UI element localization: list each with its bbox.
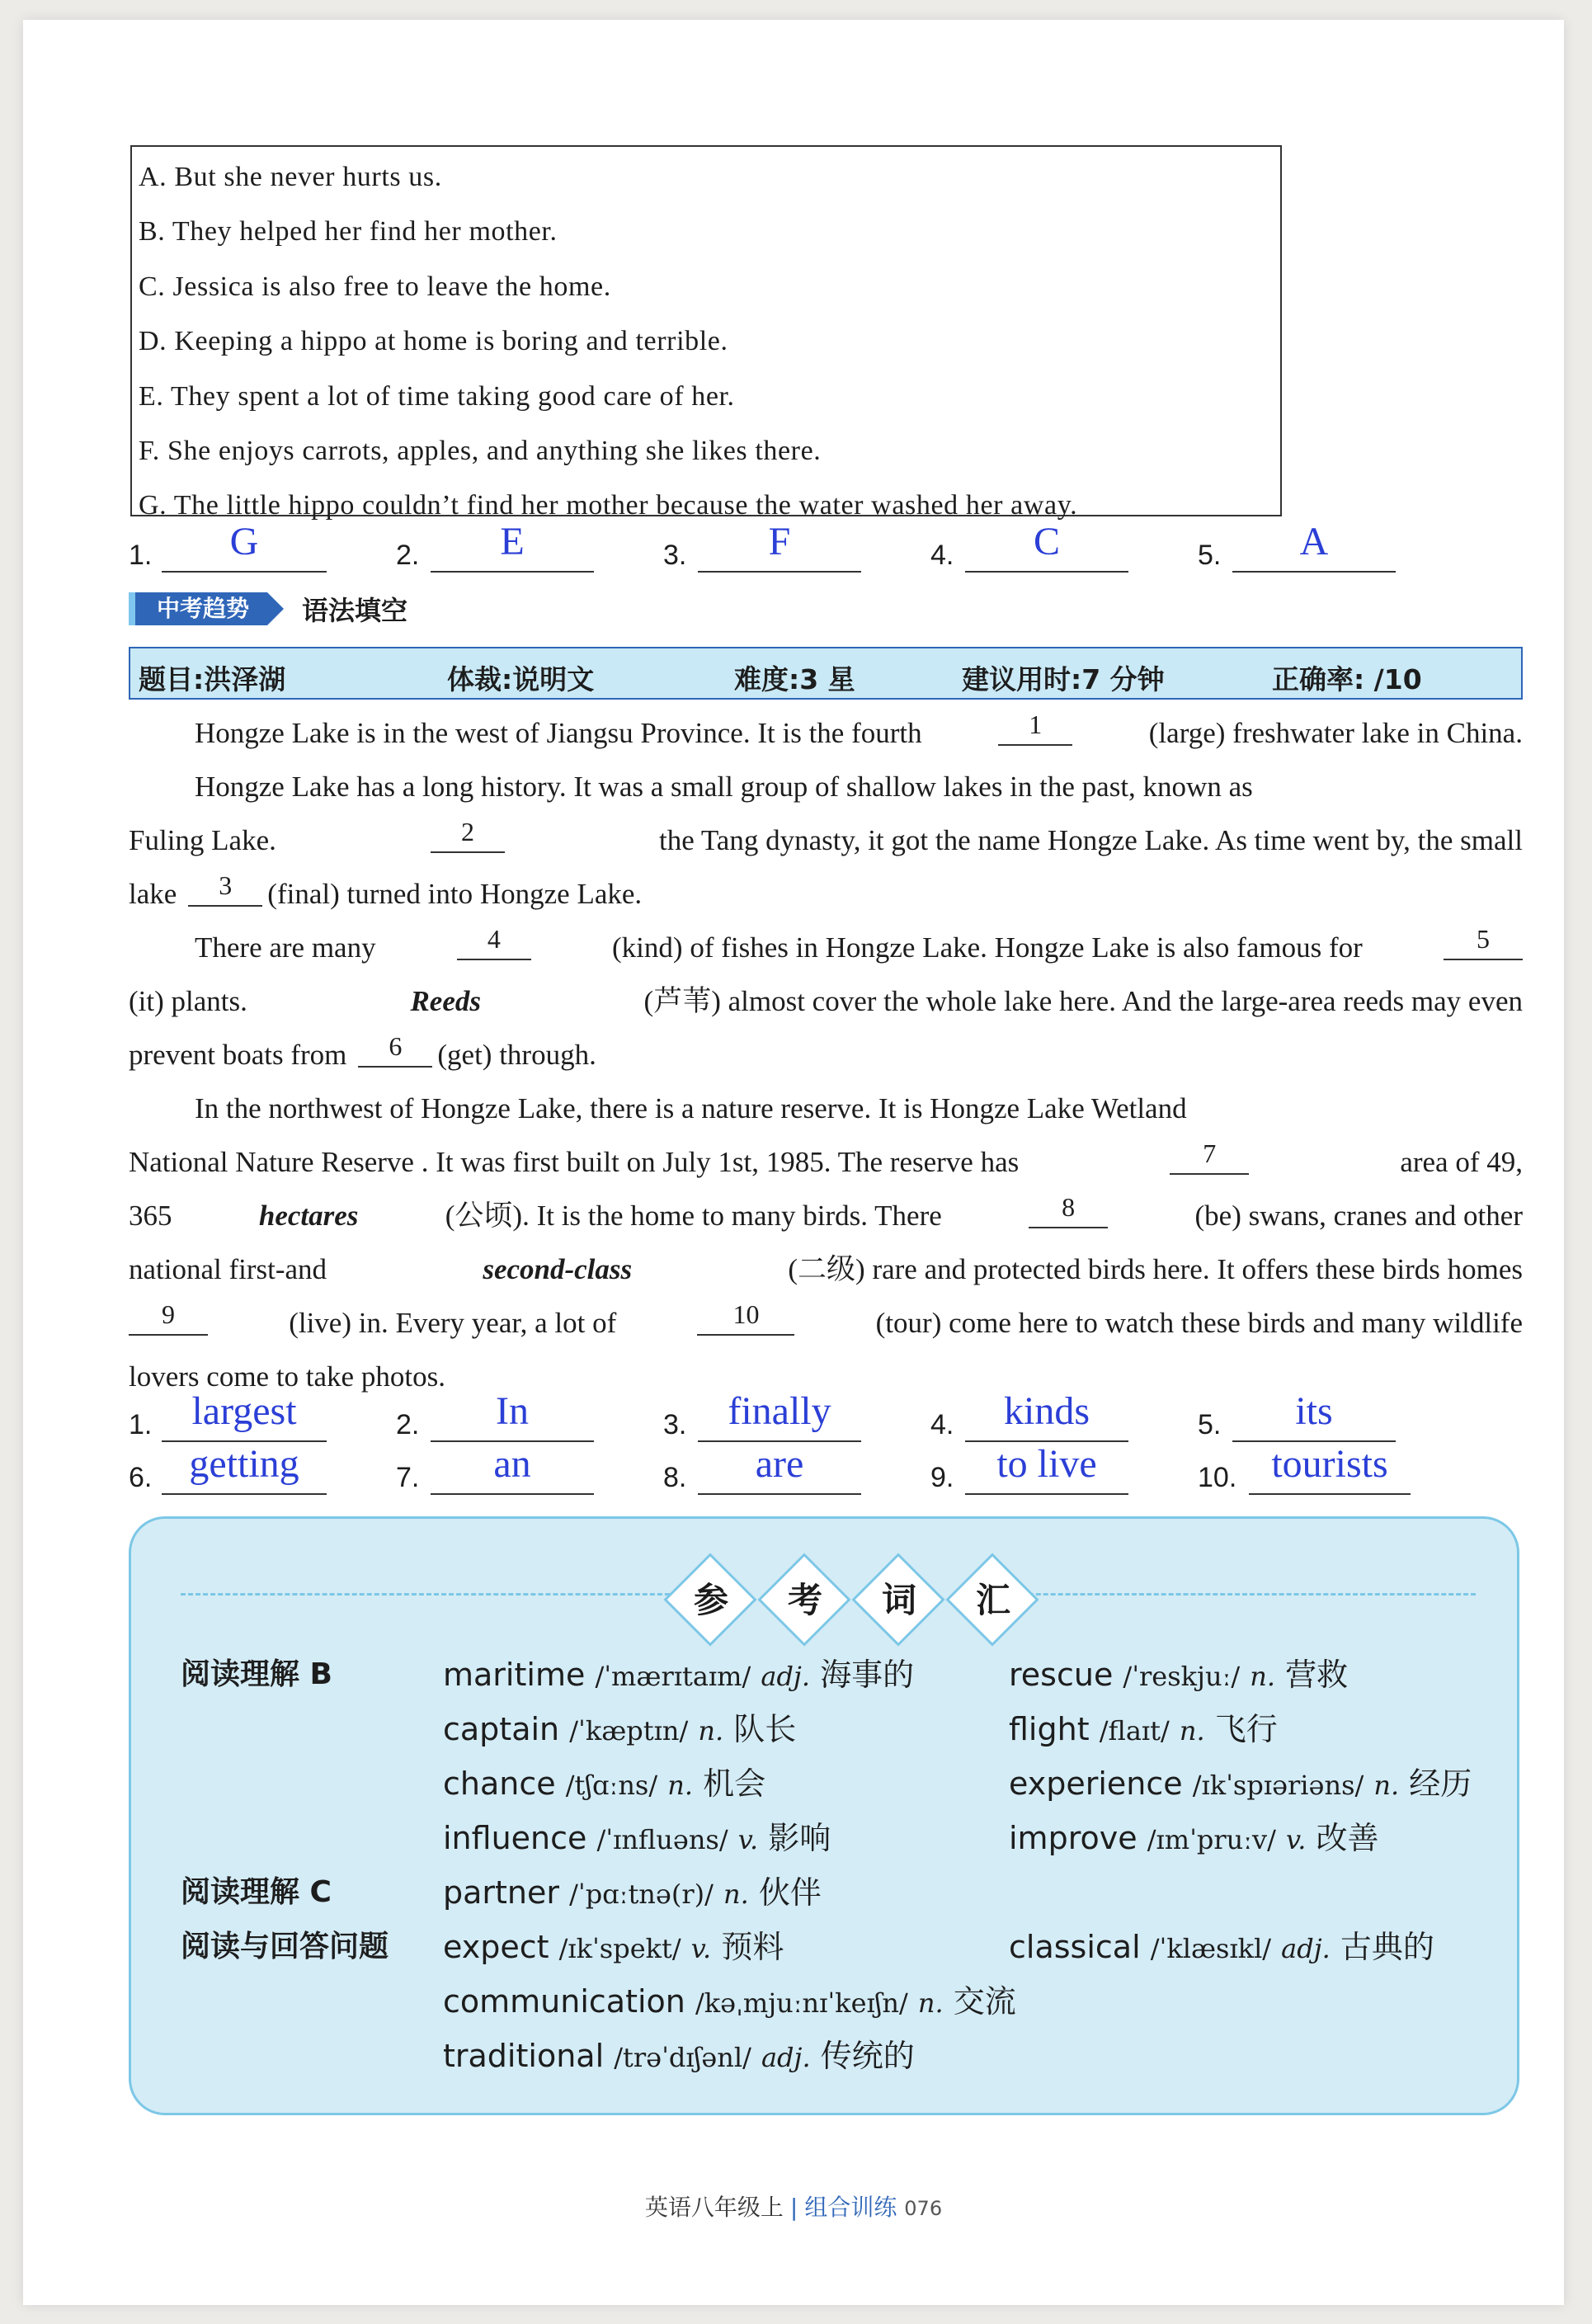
- answer-blank: [1232, 1389, 1396, 1442]
- answer-number: 5.: [1198, 540, 1222, 571]
- option-b: B. They helped her find her mother.: [139, 216, 558, 247]
- section-badge: 中考趋势: [129, 592, 267, 625]
- vocab-entry: expect /ɪkˈspekt/ v. 预料: [443, 1929, 784, 1965]
- answer-number: 5.: [1198, 1409, 1222, 1440]
- info-topic: 题目:洪泽湖: [139, 663, 286, 695]
- answer-value: to live: [996, 1442, 1097, 1486]
- passage-line: Fuling Lake. 2 the Tang dynasty, it got the name Hongze Lake. As time went by, the small: [129, 813, 1523, 867]
- answer-blank: [965, 1389, 1128, 1442]
- blank-8: 8: [1029, 1189, 1108, 1228]
- answer-number: 10.: [1198, 1462, 1237, 1493]
- blank-6: 6: [358, 1028, 432, 1068]
- vocab-heading: 阅读理解 C: [181, 1875, 332, 1909]
- option-e: E. They spent a lot of time taking good care of her.: [139, 380, 735, 412]
- answer-value: A: [1299, 520, 1329, 563]
- info-genre: 体裁:说明文: [447, 663, 595, 695]
- answer-blank: [965, 520, 1128, 573]
- passage-line: National Nature Reserve . It was first built on July 1st, 1985. The reserve has 7 area of 49,: [129, 1135, 1523, 1189]
- option-a: A. But she never hurts us.: [139, 162, 442, 192]
- answer-value: are: [755, 1442, 804, 1486]
- answer-number: 8.: [663, 1462, 687, 1493]
- answer-blank: [162, 520, 327, 573]
- answer-number: 6.: [129, 1462, 153, 1493]
- answer-blank: [162, 1442, 327, 1495]
- answer-value: tourists: [1271, 1442, 1388, 1486]
- passage-line: prevent boats from 6 (get) through.: [129, 1028, 1523, 1082]
- vocab-entry: partner /ˈpɑːtnə(r)/ n. 伙伴: [443, 1874, 822, 1911]
- answer-blank: [431, 1442, 594, 1495]
- answer-number: 9.: [930, 1462, 954, 1493]
- passage-line: (it) plants. Reeds (芦苇) almost cover the whole lake here. And the large-area reeds may even: [129, 985, 1523, 1017]
- passage-line: national first-and second-class (二级) rare and protected birds here. It offers these birds homes: [129, 1253, 1523, 1285]
- answer-blank: [431, 1389, 594, 1442]
- answer-value: kinds: [1003, 1389, 1090, 1433]
- blank-9: 9: [129, 1296, 208, 1336]
- passage-line: 365 hectares (公顷). It is the home to many birds. There 8 (be) swans, cranes and other: [129, 1189, 1523, 1242]
- answer-value: finally: [728, 1389, 831, 1433]
- answer-number: 2.: [396, 540, 420, 571]
- vocab-entry: chance /tʃɑːns/ n. 机会: [443, 1765, 766, 1802]
- footer-subject: 英语八年级上: [644, 2194, 784, 2221]
- answer-value: its: [1295, 1389, 1333, 1433]
- info-time: 建议用时:7 分钟: [962, 663, 1165, 695]
- vocab-heading: 阅读理解 B: [181, 1657, 332, 1691]
- passage-line: Hongze Lake is in the west of Jiangsu Province. It is the fourth 1 (large) freshwater lake in China.: [129, 706, 1523, 760]
- passage-line: Hongze Lake has a long history. It was a small group of shallow lakes in the past, known as: [195, 771, 1253, 803]
- passage-line: There are many 4 (kind) of fishes in Hongze Lake. Hongze Lake is also famous for 5: [129, 921, 1523, 974]
- passage-line: lake 3 (final) turned into Hongze Lake.: [129, 867, 1523, 921]
- answer-blank: [1232, 520, 1396, 573]
- footer-section: 组合训练: [804, 2194, 897, 2221]
- option-f: F. She enjoys carrots, apples, and anything she likes there.: [139, 436, 822, 467]
- vocab-entry: experience /ɪkˈspɪəriəns/ n. 经历: [1009, 1765, 1472, 1802]
- blank-10: 10: [697, 1296, 794, 1336]
- option-g: G. The little hippo couldn’t find her mother because the water washed her away.: [139, 490, 1078, 521]
- vocab-heading: 阅读与回答问题: [181, 1930, 389, 1963]
- option-c: C. Jessica is also free to leave the home.: [139, 271, 611, 302]
- passage: [129, 706, 1523, 1403]
- vocab-entry: maritime /ˈmærɪtaɪm/ adj. 海事的: [443, 1657, 915, 1693]
- answer-value: E: [500, 520, 525, 563]
- answer-value: C: [1033, 520, 1060, 563]
- page-number: 076: [904, 2197, 943, 2220]
- vocab-title-char: 考: [763, 1558, 847, 1643]
- answer-number: 2.: [396, 1409, 420, 1440]
- passage-line: lovers come to take photos.: [129, 1360, 445, 1393]
- answer-blank: [698, 1389, 861, 1442]
- answer-number: 1.: [129, 540, 153, 571]
- answer-row-grammar-1: [129, 1389, 1415, 1444]
- passage-line: In the northwest of Hongze Lake, there is a nature reserve. It is Hongze Lake Wetland: [195, 1092, 1187, 1124]
- answer-number: 3.: [663, 1409, 687, 1440]
- section-title: 语法填空: [302, 595, 408, 626]
- answer-blank: [162, 1389, 327, 1442]
- answer-value: largest: [191, 1389, 297, 1433]
- info-bar: [129, 647, 1523, 700]
- answer-value: getting: [189, 1442, 299, 1486]
- vocab-title-char: 词: [857, 1558, 941, 1643]
- answer-value: In: [496, 1389, 529, 1433]
- answer-blank: [965, 1442, 1128, 1495]
- vocab-title-char: 参: [669, 1558, 753, 1643]
- answer-value: F: [768, 520, 791, 563]
- answer-blank: [698, 520, 861, 573]
- answer-number: 3.: [663, 540, 687, 571]
- answer-number: 4.: [930, 540, 954, 571]
- blank-7: 7: [1170, 1135, 1249, 1175]
- option-d: D. Keeping a hippo at home is boring and terrible.: [139, 326, 728, 357]
- options-box: [130, 145, 1282, 521]
- answer-blank: [431, 520, 594, 573]
- passage-line: 9 (live) in. Every year, a lot of 10 (tour) come here to watch these birds and many wildlife: [129, 1296, 1523, 1350]
- answer-value: G: [229, 520, 259, 563]
- vocab-entry: flight /flaɪt/ n. 飞行: [1009, 1711, 1278, 1747]
- vocab-entry: improve /ɪmˈpruːv/ v. 改善: [1009, 1820, 1379, 1856]
- answer-number: 1.: [129, 1409, 153, 1440]
- answer-blank: [698, 1442, 861, 1495]
- answer-blank: [1249, 1442, 1411, 1495]
- blank-3: 3: [188, 867, 262, 907]
- answer-number: 4.: [930, 1409, 954, 1440]
- vocabulary-box: [129, 1516, 1519, 2115]
- blank-1: 1: [998, 706, 1072, 746]
- section-header: [129, 592, 407, 625]
- vocab-entry: influence /ˈɪnfluəns/ v. 影响: [443, 1820, 831, 1856]
- vocab-entry: captain /ˈkæptɪn/ n. 队长: [443, 1711, 797, 1747]
- blank-5: 5: [1444, 921, 1523, 960]
- vocab-entry: rescue /ˈreskjuː/ n. 营救: [1009, 1657, 1349, 1693]
- vocab-title-char: 汇: [951, 1558, 1035, 1643]
- blank-2: 2: [431, 813, 505, 853]
- answer-number: 7.: [396, 1462, 420, 1493]
- worksheet-page: [23, 20, 1564, 2305]
- vocab-entry: communication /kəˌmjuːnɪˈkeɪʃn/ n. 交流: [443, 1983, 1016, 2020]
- page-footer: 英语八年级上 | 组合训练 076: [644, 2194, 943, 2221]
- answer-row-grammar-2: [129, 1442, 1432, 1497]
- info-difficulty: 难度:3 星: [734, 663, 855, 695]
- vocab-entry: classical /ˈklæsɪkl/ adj. 古典的: [1009, 1929, 1434, 1965]
- divider: [1014, 1593, 1476, 1596]
- divider: [181, 1593, 692, 1596]
- vocab-entry: traditional /trəˈdɪʃənl/ adj. 传统的: [443, 2038, 915, 2074]
- answer-value: an: [493, 1442, 531, 1486]
- info-accuracy: 正确率: /10: [1272, 663, 1422, 695]
- answer-row-reading: [129, 520, 1399, 574]
- blank-4: 4: [457, 921, 531, 960]
